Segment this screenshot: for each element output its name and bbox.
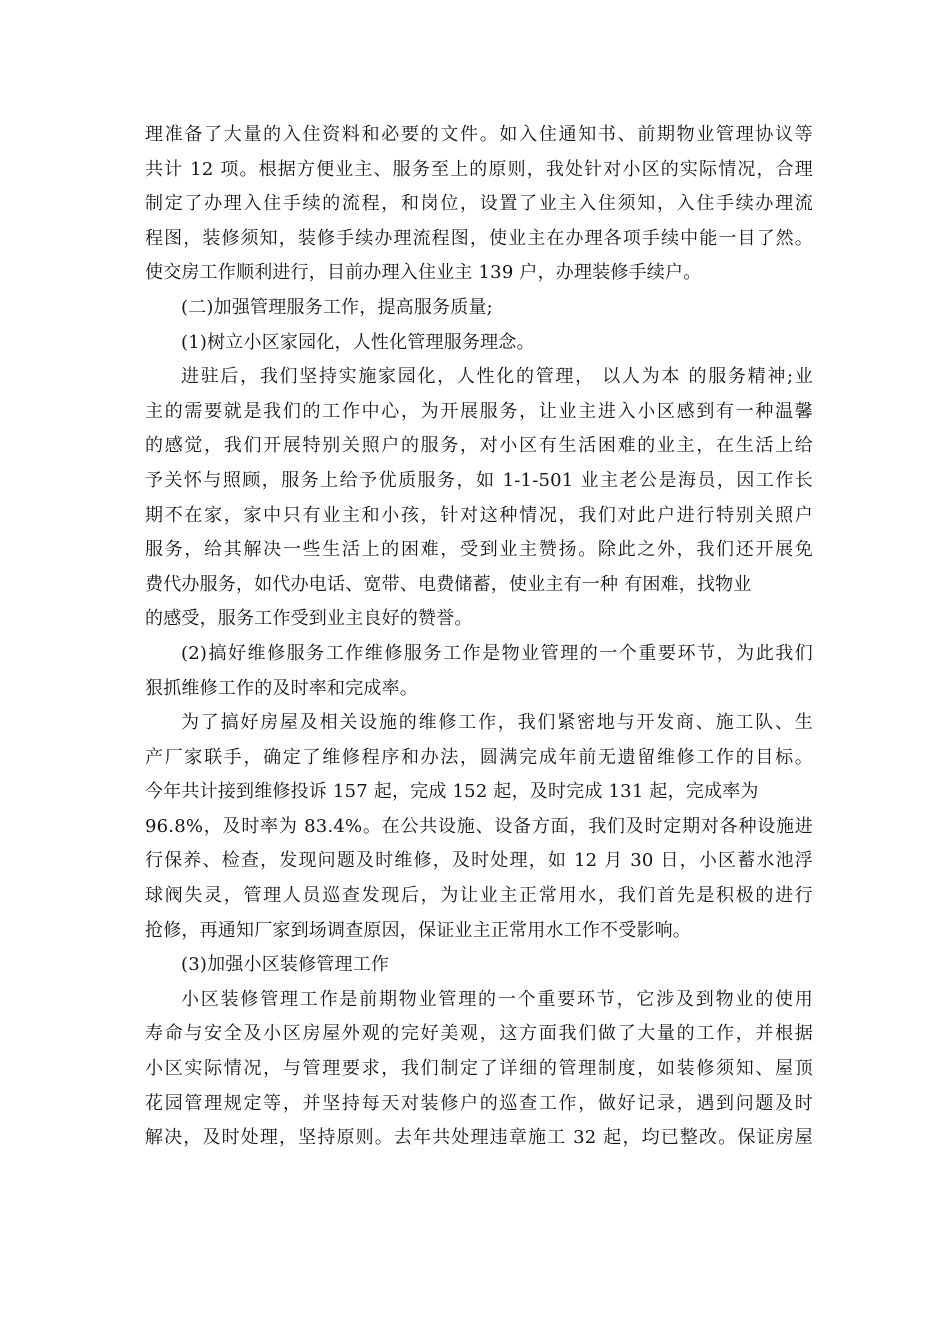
- text-line: 小区实际情况，与管理要求，我们制定了详细的管理制度，如装修须知、屋顶: [145, 1058, 813, 1080]
- text-line: 服务，给其解决一些生活上的困难，受到业主赞扬。除此之外，我们还开展免: [145, 539, 813, 561]
- text-line: 费代办服务，如代办电话、宽带、电费储蓄，使业主有一种 有困难，找物业: [145, 573, 752, 595]
- text-line: 今年共计接到维修投诉 157 起，完成 152 起，及时完成 131 起，完成率为: [145, 781, 759, 803]
- text-line: 使交房工作顺利进行，目前办理入住业主 139 户，办理装修手续户。: [145, 262, 702, 284]
- subsection-heading: (3)加强小区装修管理工作: [181, 954, 390, 976]
- text-line: 球阀失灵，管理人员巡查发现后，为让业主正常用水，我们首先是积极的进行: [145, 885, 813, 907]
- text-line: 的感觉，我们开展特别关照户的服务，对小区有生活困难的业主，在生活上给: [145, 435, 813, 457]
- section-heading: (二)加强管理服务工作，提高服务质量;: [181, 296, 493, 318]
- text-line: 主的需要就是我们的工作中心，为开展服务，让业主进入小区感到有一种温馨: [145, 400, 813, 422]
- text-line: 期不在家，家中只有业主和小孩，针对这种情况，我们对此户进行特别关照户: [145, 504, 813, 526]
- text-line: 产厂家联手，确定了维修程序和办法，圆满完成年前无遗留维修工作的目标。: [145, 746, 813, 768]
- subsection-heading: (1)树立小区家园化，人性化管理服务理念。: [181, 331, 535, 353]
- text-line: 96.8%，及时率为 83.4%。在公共设施、设备方面，我们及时定期对各种设施进: [145, 815, 813, 837]
- subsection-heading: (2)搞好维修服务工作维修服务工作是物业管理的一个重要环节，为此我们: [181, 642, 813, 664]
- document-body: [145, 118, 813, 1156]
- text-line: 制定了办理入住手续的流程，和岗位，设置了业主入住须知，入住手续办理流: [145, 193, 813, 215]
- text-line: 共计 12 项。根据方便业主、服务至上的原则，我处针对小区的实际情况，合理: [145, 158, 813, 180]
- text-line: 花园管理规定等，并坚持每天对装修户的巡查工作，做好记录，遇到问题及时: [145, 1092, 813, 1114]
- text-line: 狠抓维修工作的及时率和完成率。: [145, 677, 418, 699]
- text-line: 抢修，再通知厂家到场调查原因，保证业主正常用水工作不受影响。: [145, 919, 691, 941]
- text-line: 进驻后，我们坚持实施家园化，人性化的管理， 以人为本 的服务精神;业: [181, 366, 813, 388]
- text-line: 的感受，服务工作受到业主良好的赞誉。: [145, 608, 473, 630]
- text-line: 为了搞好房屋及相关设施的维修工作，我们紧密地与开发商、施工队、生: [181, 712, 813, 734]
- text-line: 解决，及时处理，坚持原则。去年共处理违章施工 32 起，均已整改。保证房屋: [145, 1127, 813, 1149]
- text-line: 行保养、检查，发现问题及时维修，及时处理，如 12 月 30 日，小区蓄水池浮: [145, 850, 813, 872]
- text-line: 程图，装修须知，装修手续办理流程图，使业主在办理各项手续中能一目了然。: [145, 227, 813, 249]
- text-line: 理准备了大量的入住资料和必要的文件。如入住通知书、前期物业管理协议等: [145, 124, 813, 145]
- text-line: 寿命与安全及小区房屋外观的完好美观，这方面我们做了大量的工作，并根据: [145, 1023, 813, 1045]
- text-line: 小区装修管理工作是前期物业管理的一个重要环节，它涉及到物业的使用: [181, 988, 813, 1010]
- text-line: 予关怀与照顾，服务上给予优质服务，如 1-1-501 业主老公是海员，因工作长: [145, 469, 813, 491]
